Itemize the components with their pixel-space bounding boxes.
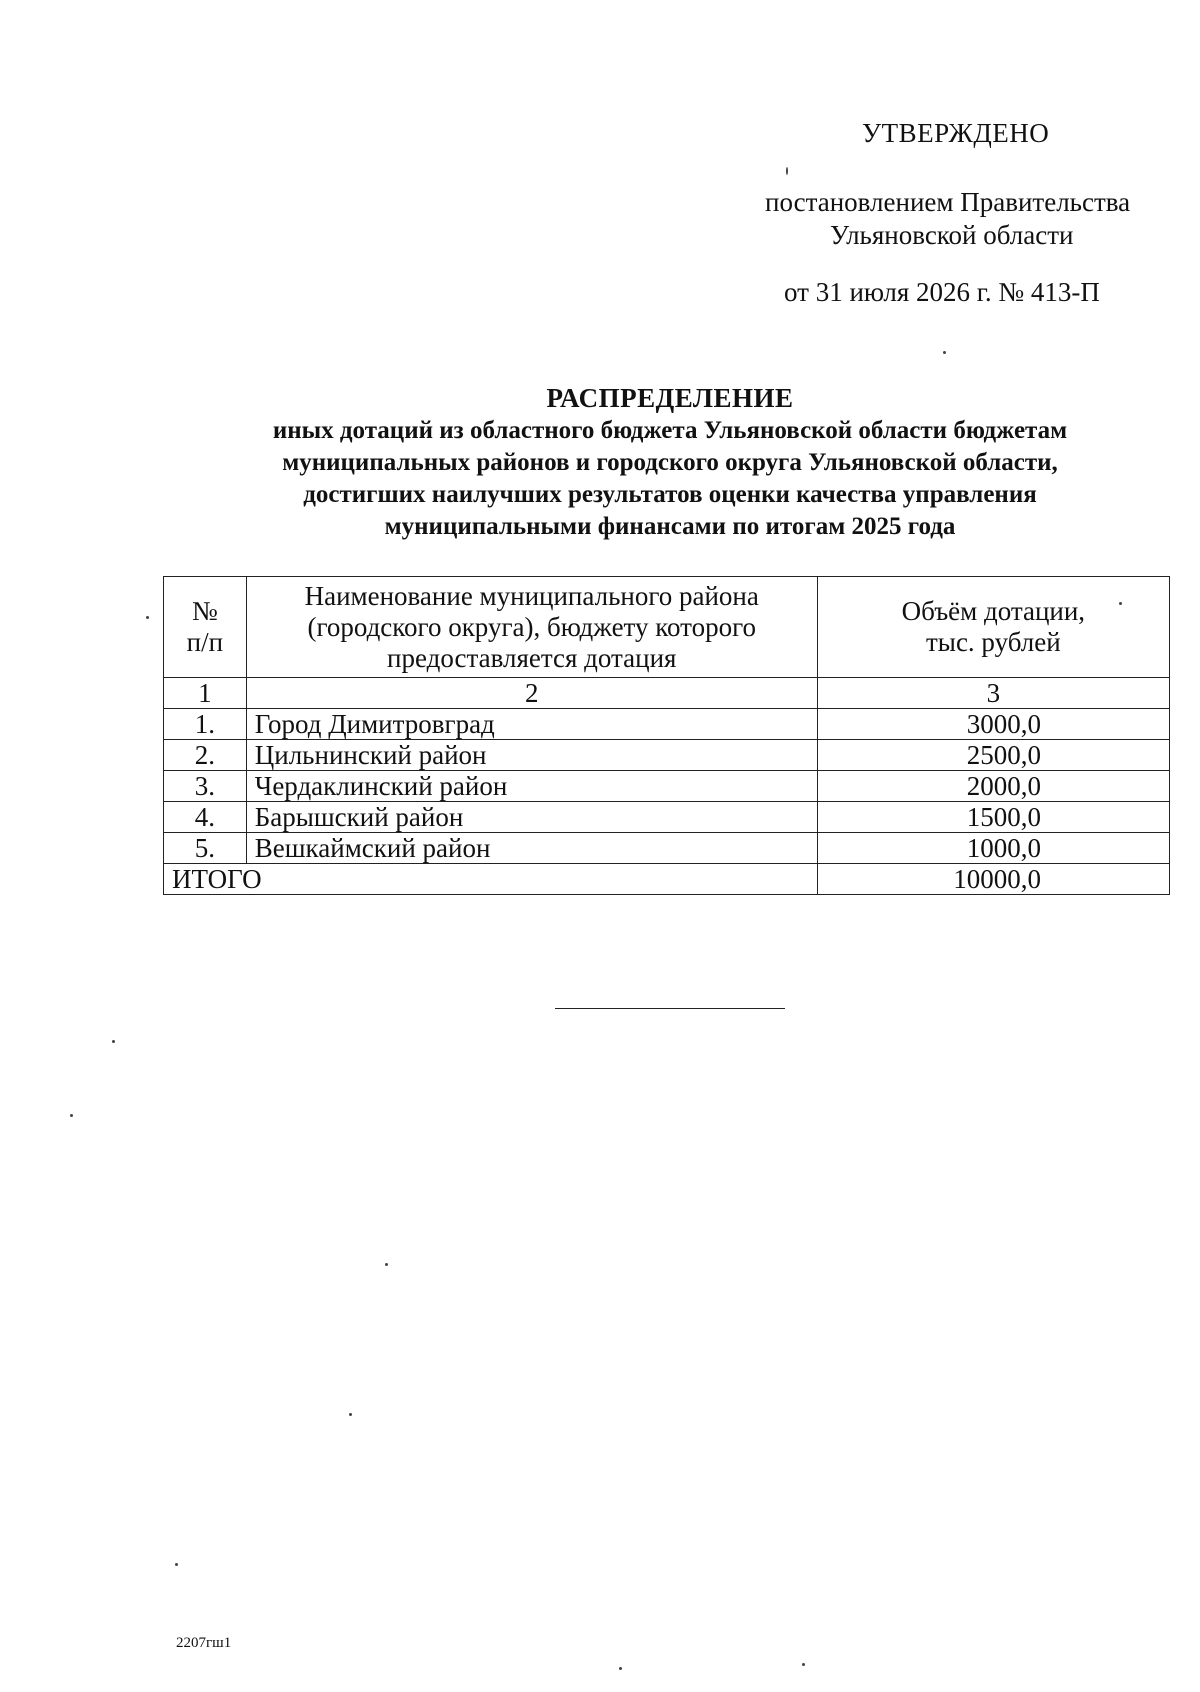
heading-line: достигших наилучших результатов оценки качества управления [303, 481, 1037, 508]
column-index: 1 [164, 678, 247, 709]
document-heading [160, 381, 1180, 543]
row-num: 4. [164, 802, 247, 833]
table-row [164, 709, 1170, 740]
total-value: 10000,0 [817, 864, 1169, 895]
row-value: 1000,0 [817, 833, 1169, 864]
scan-speck [349, 1413, 352, 1416]
row-num: 1. [164, 709, 247, 740]
closing-rule [555, 1008, 785, 1009]
row-num: 2. [164, 740, 247, 771]
table-row [164, 771, 1170, 802]
scan-speck [146, 616, 149, 619]
scan-speck [786, 167, 788, 175]
approval-date: от 31 июля 2026 г. № 413-П [784, 277, 1100, 307]
table-row [164, 740, 1170, 771]
scan-speck [175, 1563, 178, 1566]
heading-line: муниципальными финансами по итогам 2025 года [384, 513, 956, 540]
table-row [164, 833, 1170, 864]
row-name: Цильнинский район [246, 740, 817, 771]
column-index-row [164, 678, 1170, 709]
row-name: Барышский район [246, 802, 817, 833]
row-num: 5. [164, 833, 247, 864]
scan-speck [619, 1667, 622, 1670]
scan-speck [1119, 602, 1122, 605]
footer-code: 2207гш1 [176, 1635, 232, 1651]
row-value: 3000,0 [817, 709, 1169, 740]
column-index: 2 [246, 678, 817, 709]
row-value: 2000,0 [817, 771, 1169, 802]
total-label: ИТОГО [164, 864, 818, 895]
column-index: 3 [817, 678, 1169, 709]
row-name: Город Димитровград [246, 709, 817, 740]
row-num: 3. [164, 771, 247, 802]
header-value: Объём дотации, тыс. рублей [817, 577, 1169, 678]
header-num: № п/п [164, 577, 247, 678]
scan-speck [385, 1263, 388, 1266]
approval-authority-line1: постановлением Правительства [765, 187, 1131, 217]
scan-speck [112, 1040, 115, 1043]
row-value: 2500,0 [817, 740, 1169, 771]
heading-line: иных дотаций из областного бюджета Ульяновской области бюджетам [272, 417, 1068, 444]
scan-speck [943, 351, 946, 354]
table-header-row [164, 577, 1170, 678]
heading-title: РАСПРЕДЕЛЕНИЕ [546, 383, 794, 413]
distribution-table [163, 576, 1170, 895]
approval-authority-line2: Ульяновской области [830, 220, 1074, 250]
scan-speck [802, 1663, 805, 1666]
row-value: 1500,0 [817, 802, 1169, 833]
header-name: Наименование муниципального района (городского округа), бюджету которого предоставляется дотация [246, 577, 817, 678]
row-name: Вешкаймский район [246, 833, 817, 864]
scan-speck [70, 1114, 73, 1117]
total-row [164, 864, 1170, 895]
approval-title: УТВЕРЖДЕНО [862, 118, 1050, 148]
heading-line: муниципальных районов и городского округа Ульяновской области, [282, 449, 1058, 476]
table-row [164, 802, 1170, 833]
row-name: Чердаклинский район [246, 771, 817, 802]
